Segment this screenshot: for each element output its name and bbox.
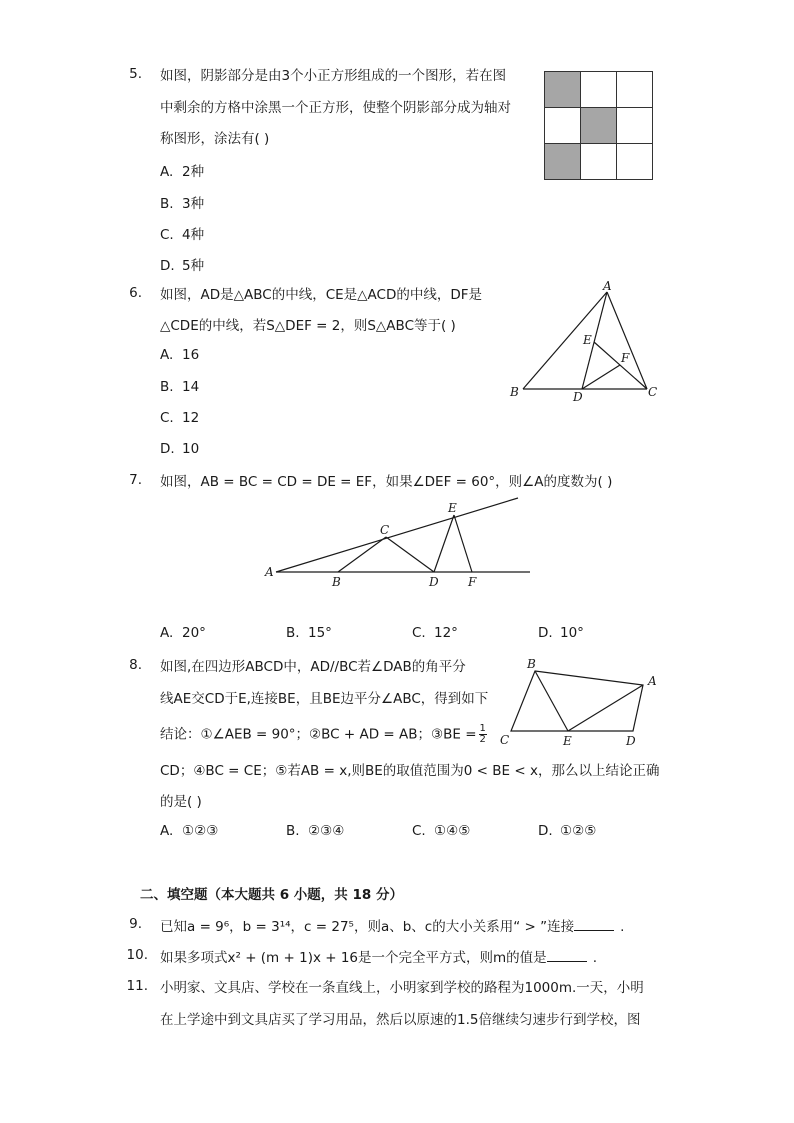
question-text-line: 的是( ) [160,794,202,810]
segment-ce [594,342,647,389]
grid-cell-2-2 [617,144,653,180]
question-text-line: 如图,在四边形ABCD中，AD//BC若∠DAB的角平分 [160,659,466,675]
answer-blank[interactable] [574,916,614,931]
segment-cd [386,537,434,572]
question-number: 7. [129,472,142,488]
grid-cell-1-1 [581,108,617,144]
label-c: C [648,385,658,399]
label-e: E [583,333,592,347]
segment-bc [338,537,386,572]
option-a[interactable]: A. ①②③ [160,823,219,839]
section-title: 二、填空题（本大题共 6 小题，共 18 分） [140,887,403,903]
option-b[interactable]: B. 15° [286,625,332,641]
label-d: D [429,575,439,589]
fraction: $\frac{1}{2}$ [479,723,486,745]
grid-cell-0-1 [581,72,617,108]
question-text-line: 称图形，涂法有( ) [160,131,270,147]
option-d[interactable]: D. 10° [538,625,584,641]
question-text-line: 线AE交CD于E,连接BE，且BE边平分∠ABC，得到如下 [160,691,489,707]
grid-figure [544,71,654,181]
answer-blank[interactable] [547,947,587,962]
question-text-line: 中剩余的方格中涂黑一个正方形，使整个阴影部分成为轴对 [160,100,511,116]
option-d[interactable]: D. ①②⑤ [538,823,597,839]
option-a[interactable]: A. 16 [160,347,200,363]
segment-be [535,671,568,731]
option-c[interactable]: C. ①④⑤ [412,823,471,839]
segment-ac [607,292,647,389]
segment-de [434,515,454,572]
ray-upper [276,498,518,572]
grid-cell-2-1 [581,144,617,180]
segment-ae [568,685,643,731]
label-f: F [468,575,477,589]
label-e: E [448,501,457,515]
option-b[interactable]: B. 3种 [160,196,205,212]
question-text-line: 如图，阴影部分是由3个小正方形组成的一个图形，若在图 [160,68,507,84]
label-c: C [380,523,390,537]
label-c: C [500,733,510,747]
question-text-line: △CDE的中线，若S△DEF = 2，则S△ABC等于( ) [160,318,456,334]
grid-cell-0-0 [545,72,581,108]
quadrilateral-figure-q8 [495,655,670,750]
grid-cell-0-2 [617,72,653,108]
label-d: D [573,390,583,404]
question-text-line: 结论：①∠AEB = 90°；②BC + AD = AB；③BE = $\frac{1}{2}$ [160,723,486,745]
question-text-line: CD；④BC = CE；⑤若AB = x,则BE的取值范围为0 < BE < x，那么以上结论正确 [160,763,660,779]
question-text-line: 在上学途中到文具店买了学习用品，然后以原速的1.5倍继续匀速步行到学校，图 [160,1012,641,1028]
label-b: B [510,385,519,399]
triangle-figure-q6 [500,280,670,410]
question-text-line: 小明家、文具店、学校在一条直线上，小明家到学校的路程为1000m.一天，小明 [160,980,644,996]
label-b: B [527,657,536,671]
label-a: A [603,280,612,293]
question-text-line: 如图，AD是△ABC的中线，CE是△ACD的中线，DF是 [160,287,483,303]
option-c[interactable]: C. 12 [160,410,200,426]
option-c[interactable]: C. 4种 [160,227,205,243]
question-number: 6. [129,285,142,301]
label-a: A [648,674,657,688]
question-text: 如图，AB = BC = CD = DE = EF，如果∠DEF = 60°，则∠A的度数为( ) [160,474,613,490]
option-c[interactable]: C. 12° [412,625,458,641]
segment-ef [454,515,472,572]
zigzag-figure-q7 [262,494,537,589]
quad-abdc [511,671,643,731]
option-b[interactable]: B. 14 [160,379,200,395]
grid-cell-2-0 [545,144,581,180]
grid-cell-1-2 [617,108,653,144]
option-a[interactable]: A. 2种 [160,164,205,180]
label-f: F [621,351,630,365]
label-a: A [265,565,274,579]
option-d[interactable]: D. 10 [160,441,200,457]
label-e: E [563,734,572,748]
option-d[interactable]: D. 5种 [160,258,205,274]
question-number: 9. [129,916,142,932]
question-number: 5. [129,66,142,82]
label-d: D [626,734,636,748]
grid-cell-1-0 [545,108,581,144]
label-b: B [332,575,341,589]
option-a[interactable]: A. 20° [160,625,206,641]
question-number: 10. [126,947,148,963]
option-b[interactable]: B. ②③④ [286,823,345,839]
question-text: 已知a = 9⁶，b = 3¹⁴，c = 27⁵，则a、b、c的大小关系用“ > ”连接 . [160,916,624,937]
question-number: 11. [126,978,148,994]
question-text: 如果多项式x² + (m + 1)x + 16是一个完全平方式，则m的值是 . [160,947,597,968]
question-number: 8. [129,657,142,673]
